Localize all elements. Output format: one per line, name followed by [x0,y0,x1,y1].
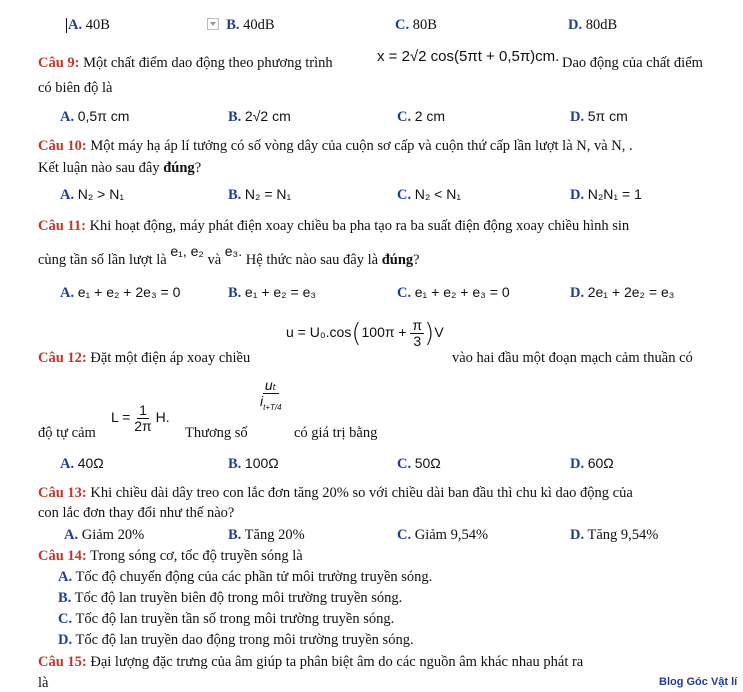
q10-option-a: A. N₂ > N₁ [60,186,125,203]
q12-inductance: L = $\frac{1}{2\pi}$ H. [111,402,170,434]
q12-ratio: $\frac{\text{uₜ}}{i_{t+T/4}}$ [260,377,282,412]
q8-option-d: D. 80dB [568,17,618,33]
q13-option-a: A. Giảm 20% [64,527,145,543]
q12-ratio-label: Thương số [185,425,248,441]
q9-option-d: D. 5π cm [570,108,628,125]
q8-option-c: C. 80B [395,17,437,33]
q15-stem-line2: là [38,675,49,691]
q9-option-b: B. 2√2 cm [228,108,291,125]
q13-option-b: B. Tăng 20% [228,527,305,543]
q10-stem: Câu 10: Một máy hạ áp lí tưởng có số vòng dây của cuộn sơ cấp và cuộn thứ cấp lần lượt là N, và N, . [38,138,633,154]
q12-option-b: B. 100Ω [228,455,279,472]
q9-stem-line2: có biên độ là [38,80,113,96]
q8-option-a: A. 40B [68,17,110,33]
text-cursor [66,18,67,33]
q14-option-b: B. Tốc độ lan truyền biên độ trong môi trường truyền sóng. [58,590,403,606]
q11-stem: Câu 11: Khi hoạt động, máy phát điện xoay chiều ba pha tạo ra ba suất điện động xoay chiều hình sin [38,218,630,234]
q8-option-b: B. 40dB [207,17,275,34]
watermark: Blog Góc Vật lí [659,676,738,688]
q14-option-d: D. Tốc độ lan truyền dao động trong môi trường truyền sóng. [58,632,414,648]
q12-option-a: A. 40Ω [60,455,104,472]
q12-stem-tail2: có giá trị bằng [294,425,378,441]
q9-option-c: C. 2 cm [397,108,446,125]
dropdown-handle-icon[interactable] [207,18,219,30]
q15-stem: Câu 15: Đại lượng đặc trưng của âm giúp ta phân biệt âm do các nguồn âm khác nhau phát ra [38,654,584,670]
q13-stem-line2: con lắc đơn thay đổi như thế nào? [38,505,235,521]
q9-stem-tail: Dao động của chất điểm [562,55,703,71]
q12-stem: Câu 12: Đặt một điện áp xoay chiều [38,350,251,366]
q14-option-c: C. Tốc độ lan truyền tần số trong môi trường truyền sóng. [58,611,395,627]
q11-option-b: B. e₁ + e₂ = e₃ [228,284,317,301]
q14-stem: Câu 14: Trong sóng cơ, tốc độ truyền sóng là [38,548,303,564]
q10-option-b: B. N₂ = N₁ [228,186,292,203]
q12-option-c: C. 50Ω [397,455,441,472]
q9-stem: Câu 9: Một chất điểm dao động theo phương trình [38,55,333,71]
q9-option-a: A. 0,5π cm [60,108,130,125]
q13-stem: Câu 13: Khi chiều dài dây treo con lắc đơn tăng 20% so với chiều dài ban đầu thì chu kì dao động của [38,485,633,501]
q10-option-c: C. N₂ < N₁ [397,186,462,203]
q12-equation: u = U₀.cos(100π + $\frac{\pi}{3}$ )V [286,317,444,349]
q12-stem-tail: vào hai đầu một đoạn mạch cảm thuần có [452,350,693,366]
q12-stem-line2: độ tự cảm [38,425,96,441]
q14-option-a: A. Tốc độ chuyển động của các phần tử môi trường truyền sóng. [58,569,433,585]
q13-option-d: D. Tăng 9,54% [570,527,659,543]
q13-option-c: C. Giảm 9,54% [397,527,489,543]
q11-option-c: C. e₁ + e₂ + e₃ = 0 [397,284,510,301]
q9-equation: x = 2√2 cos(5πt + 0,5π)cm. [377,48,560,65]
q12-option-d: D. 60Ω [570,455,614,472]
q11-stem-line2: cùng tần số lần lượt là e₁, e₂ và e₃. Hệ thức nào sau đây là đúng? [38,243,420,268]
q11-option-a: A. e₁ + e₂ + 2e₃ = 0 [60,284,181,301]
q10-stem-line2: Kết luận nào sau đây đúng? [38,160,202,176]
q10-option-d: D. N₂N₁ = 1 [570,186,642,203]
q11-option-d: D. 2e₁ + 2e₂ = e₃ [570,284,675,301]
